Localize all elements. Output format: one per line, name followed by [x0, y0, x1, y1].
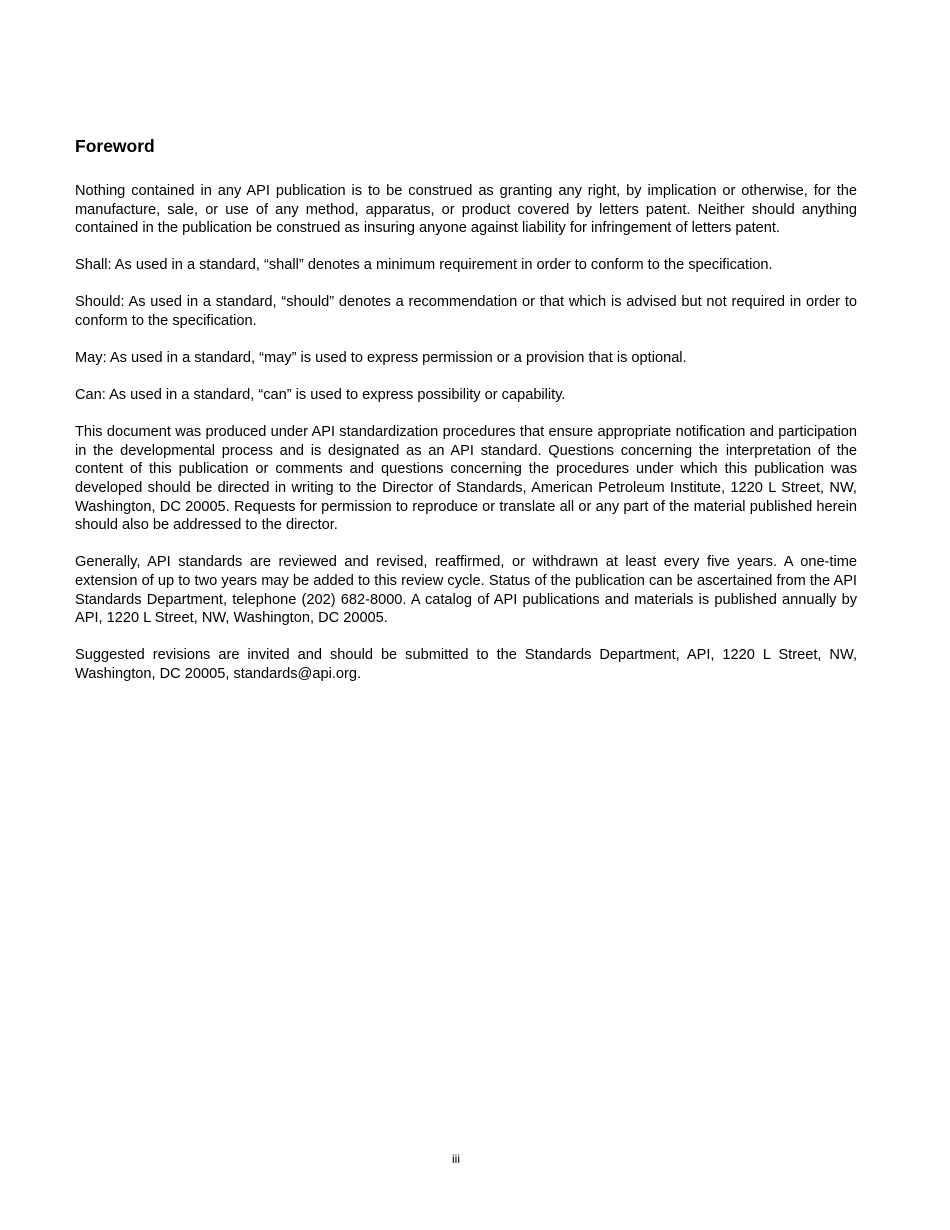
foreword-body	[75, 182, 857, 702]
paragraph-shall-definition: Shall: As used in a standard, “shall” denotes a minimum requirement in order to conform to the specification.	[75, 257, 773, 274]
paragraph-should-definition: Should: As used in a standard, “should” denotes a recommendation or that which is advised but not required in order to conform to the specification.	[75, 294, 857, 329]
paragraph-patent-disclaimer: Nothing contained in any API publication is to be construed as granting any right, by implication or otherwise, for the manufacture, sale, or use of any method, apparatus, or product covered by letters patent. Neither should anything contained in the publication be construed as insuring anyone against liability for infringement of letters patent.	[75, 183, 857, 237]
paragraph-review-cycle: Generally, API standards are reviewed and revised, reaffirmed, or withdrawn at least every five years. A one-time extension of up to two years may be added to this review cycle. Status of the publication can be ascertained from the API Standards Department, telephone (202) 682-8000. A catalog of API publications and materials is published annually by API, 1220 L Street, NW, Washington, DC 20005.	[75, 554, 857, 627]
paragraph-standardization-procedures: This document was produced under API standardization procedures that ensure appropriate notification and participation in the developmental process and is designated as an API standard. Questions concerning the interpretation of the content of this publication or comments and questions concerning the procedures under which this publication was developed should be directed in writing to the Director of Standards, American Petroleum Institute, 1220 L Street, NW, Washington, DC 20005. Requests for permission to reproduce or translate all or any part of the material published herein should also be addressed to the director.	[75, 424, 857, 534]
paragraph-suggested-revisions: Suggested revisions are invited and should be submitted to the Standards Department, API, 1220 L Street, NW, Washington, DC 20005, standards@api.org.	[75, 647, 857, 682]
paragraph-may-definition: May: As used in a standard, “may” is used to express permission or a provision that is optional.	[75, 350, 687, 367]
page-title: Foreword	[75, 136, 155, 156]
paragraph-can-definition: Can: As used in a standard, “can” is used to express possibility or capability.	[75, 387, 566, 404]
page-number: iii	[452, 1152, 460, 1166]
